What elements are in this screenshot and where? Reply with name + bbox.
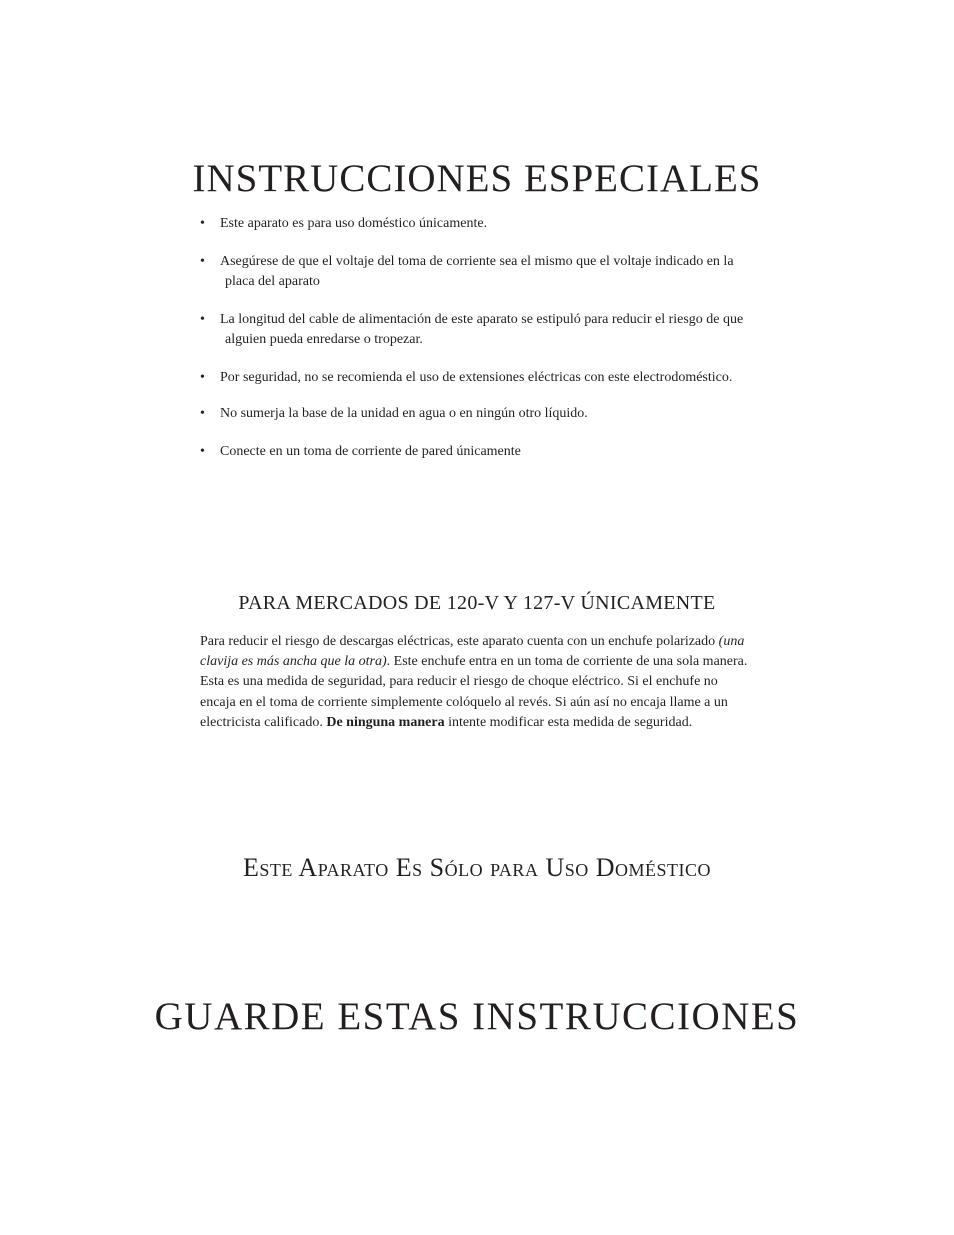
bullet-mark: • (200, 312, 205, 327)
paragraph-text: . Este enchufe entra en un toma de corriente de una sola manera. Esta es una medida de seguridad, para reducir el riesgo de choque eléctrico. Si el enchufe no encaja en el toma de corriente simplemente colóquelo al revés. Si aún así no encaja llame a un electricista calificado. (200, 654, 748, 730)
paragraph-italic-text: (una clavija es más ancha que la otra) (200, 634, 745, 670)
bullet-text: Por seguridad, no se recomienda el uso de extensiones eléctricas con este electrodoméstico. (220, 370, 733, 385)
list-item (200, 252, 760, 292)
bullet-text: Conecte en un toma de corriente de pared únicamente (220, 444, 521, 459)
paragraph-text: Para reducir el riesgo de descargas eléctricas, este aparato cuenta con un enchufe polarizado (200, 634, 719, 649)
page-title: INSTRUCCIONES ESPECIALES (192, 157, 762, 200)
bullet-text: No sumerja la base de la unidad en agua o en ningún otro líquido. (220, 406, 588, 421)
paragraph-text: intente modificar esta medida de seguridad. (444, 714, 693, 730)
bullet-text: Asegúrese de que el voltaje del toma de corriente sea el mismo que el voltaje indicado en la placa del aparato (220, 254, 734, 289)
list-item (200, 214, 760, 234)
polarized-plug-heading: PARA MERCADOS DE 120-V Y 127-V ÚNICAMENTE (238, 592, 716, 614)
bullet-mark: • (200, 444, 205, 459)
list-item (200, 368, 760, 388)
bullet-mark: • (200, 406, 205, 421)
bullet-mark: • (200, 216, 205, 231)
list-item (200, 404, 760, 424)
polarized-plug-paragraph (200, 632, 756, 733)
bullet-mark: • (200, 254, 205, 269)
domestic-use-heading: Este Aparato Es Sólo para Uso Doméstico (242, 853, 712, 882)
bullet-mark: • (200, 370, 205, 385)
list-item (200, 310, 760, 350)
paragraph-bold-text: De ninguna manera (326, 714, 445, 730)
bullet-text: Este aparato es para uso doméstico únicamente. (220, 216, 488, 231)
list-item (200, 442, 760, 462)
save-instructions-title: GUARDE ESTAS INSTRUCCIONES (154, 995, 800, 1038)
bullet-text: La longitud del cable de alimentación de este aparato se estipuló para reducir el riesgo de que alguien pueda enredarse o tropezar. (220, 312, 744, 347)
